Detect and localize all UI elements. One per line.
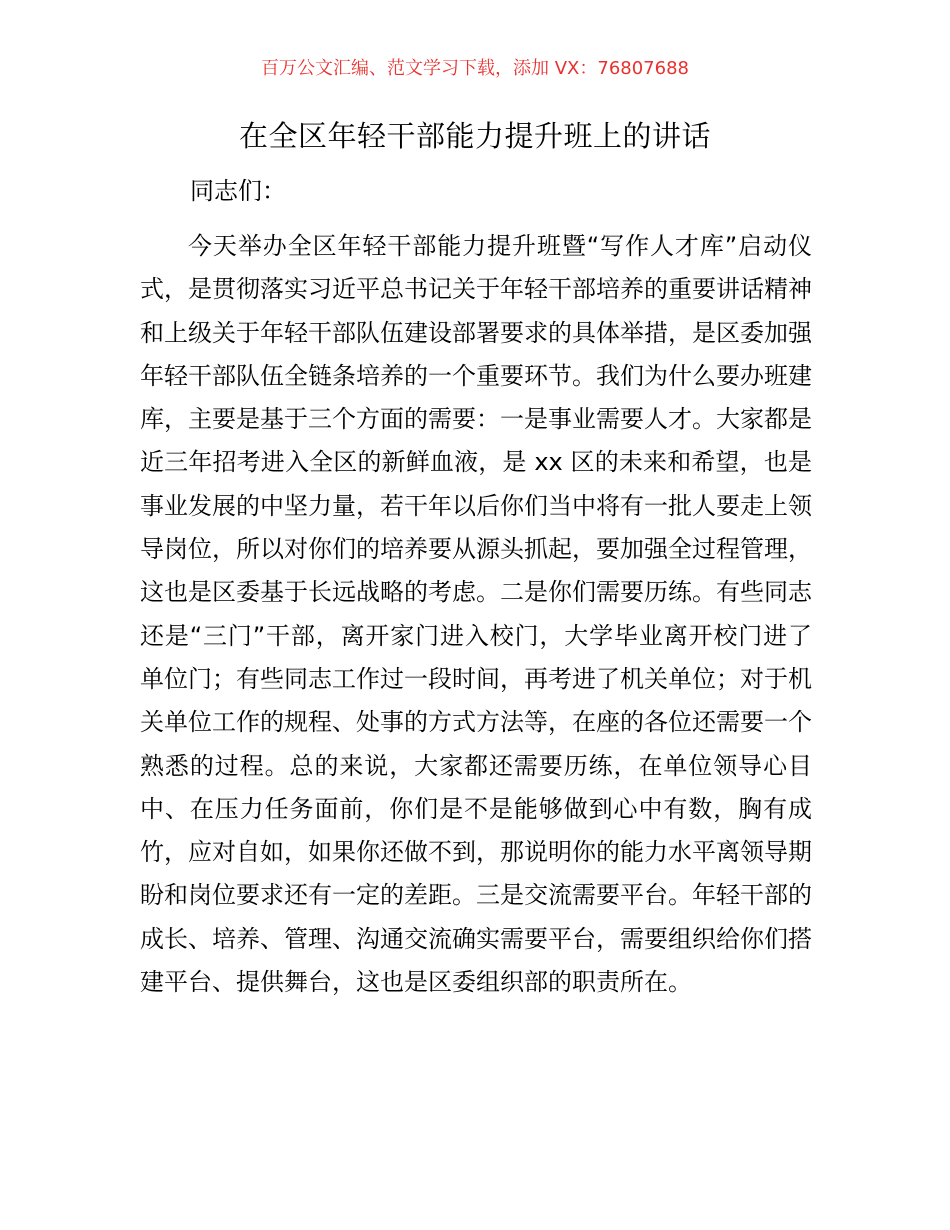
body-paragraph: 今天举办全区年轻干部能力提升班暨“写作人才库”启动仪式，是贯彻落实习近平总书记关于年轻干部培养的重要讲话精神和上级关于年轻干部队伍建设部署要求的具体举措，是区委加强年轻干部队伍全链条培养的一个重要环节。我们为什么要办班建库，主要是基于三个方面的需要：一是事业需要人才。大家都是近三年招考进入全区的新鲜血液，是 xx 区的未来和希望，也是事业发展的中坚力量，若干年以后你们当中将有一批人要走上领导岗位，所以对你们的培养要从源头抓起，要加强全过程管理，这也是区委基于长远战略的考虑。二是你们需要历练。有些同志还是“三门”干部，离开家门进入校门，大学毕业离开校门进了单位门；有些同志工作过一段时间，再考进了机关单位；对于机关单位工作的规程、处事的方式方法等，在座的各位还需要一个熟悉的过程。总的来说，大家都还需要历练，在单位领导心目中、在压力任务面前，你们是不是能够做到心中有数，胸有成竹，应对自如，如果你还做不到，那说明你的能力水平离领导期盼和岗位要求还有一定的差距。三是交流需要平台。年轻干部的成长、培养、管理、沟通交流确实需要平台，需要组织给你们搭建平台、提供舞台，这也是区委组织部的职责所在。 [140, 232, 812, 997]
salutation: 同志们： [190, 177, 286, 205]
watermark-header: 百万公文汇编、范文学习下载，添加 VX：76807688 [261, 58, 689, 79]
document-title: 在全区年轻干部能力提升班上的讲话 [238, 119, 711, 153]
